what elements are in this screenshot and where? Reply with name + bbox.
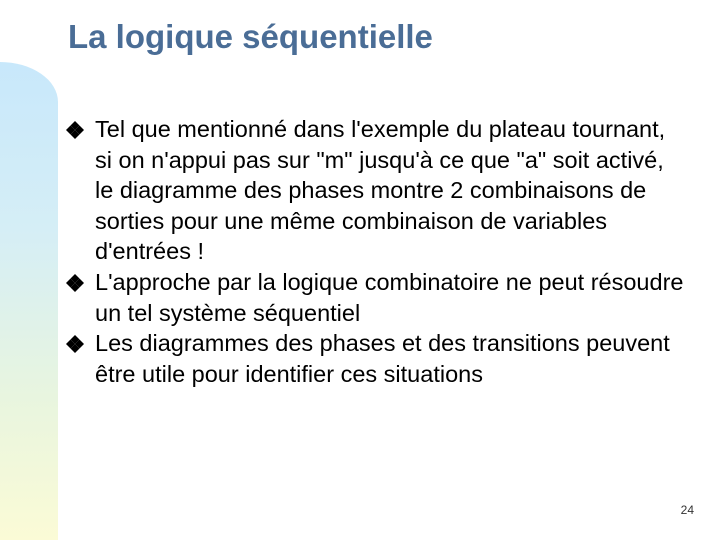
slide-title: La logique séquentielle — [68, 18, 433, 55]
diamond-bullet-icon — [66, 274, 90, 292]
bullet-text: L'approche par la logique combinatoire ne peut résoudre un tel système séquentiel — [95, 268, 684, 326]
diamond-bullet-icon — [66, 335, 90, 353]
bullet-item — [66, 328, 686, 389]
page-number: 24 — [680, 503, 694, 517]
bullet-item — [66, 267, 686, 328]
bullet-list — [66, 114, 686, 389]
bullet-text: Tel que mentionné dans l'exemple du plateau tournant, si on n'appui pas sur "m" jusqu'à ce que "a" soit activé, le diagramme des phases montre 2 combinaisons de sorties pour une même combinaison de variables d'entrées ! — [95, 116, 666, 265]
bullet-item — [66, 114, 686, 267]
bullet-text: Les diagrammes des phases et des transitions peuvent être utile pour identifier ces situations — [95, 330, 670, 387]
decorative-gradient-band — [0, 62, 58, 540]
diamond-bullet-icon — [66, 121, 90, 139]
